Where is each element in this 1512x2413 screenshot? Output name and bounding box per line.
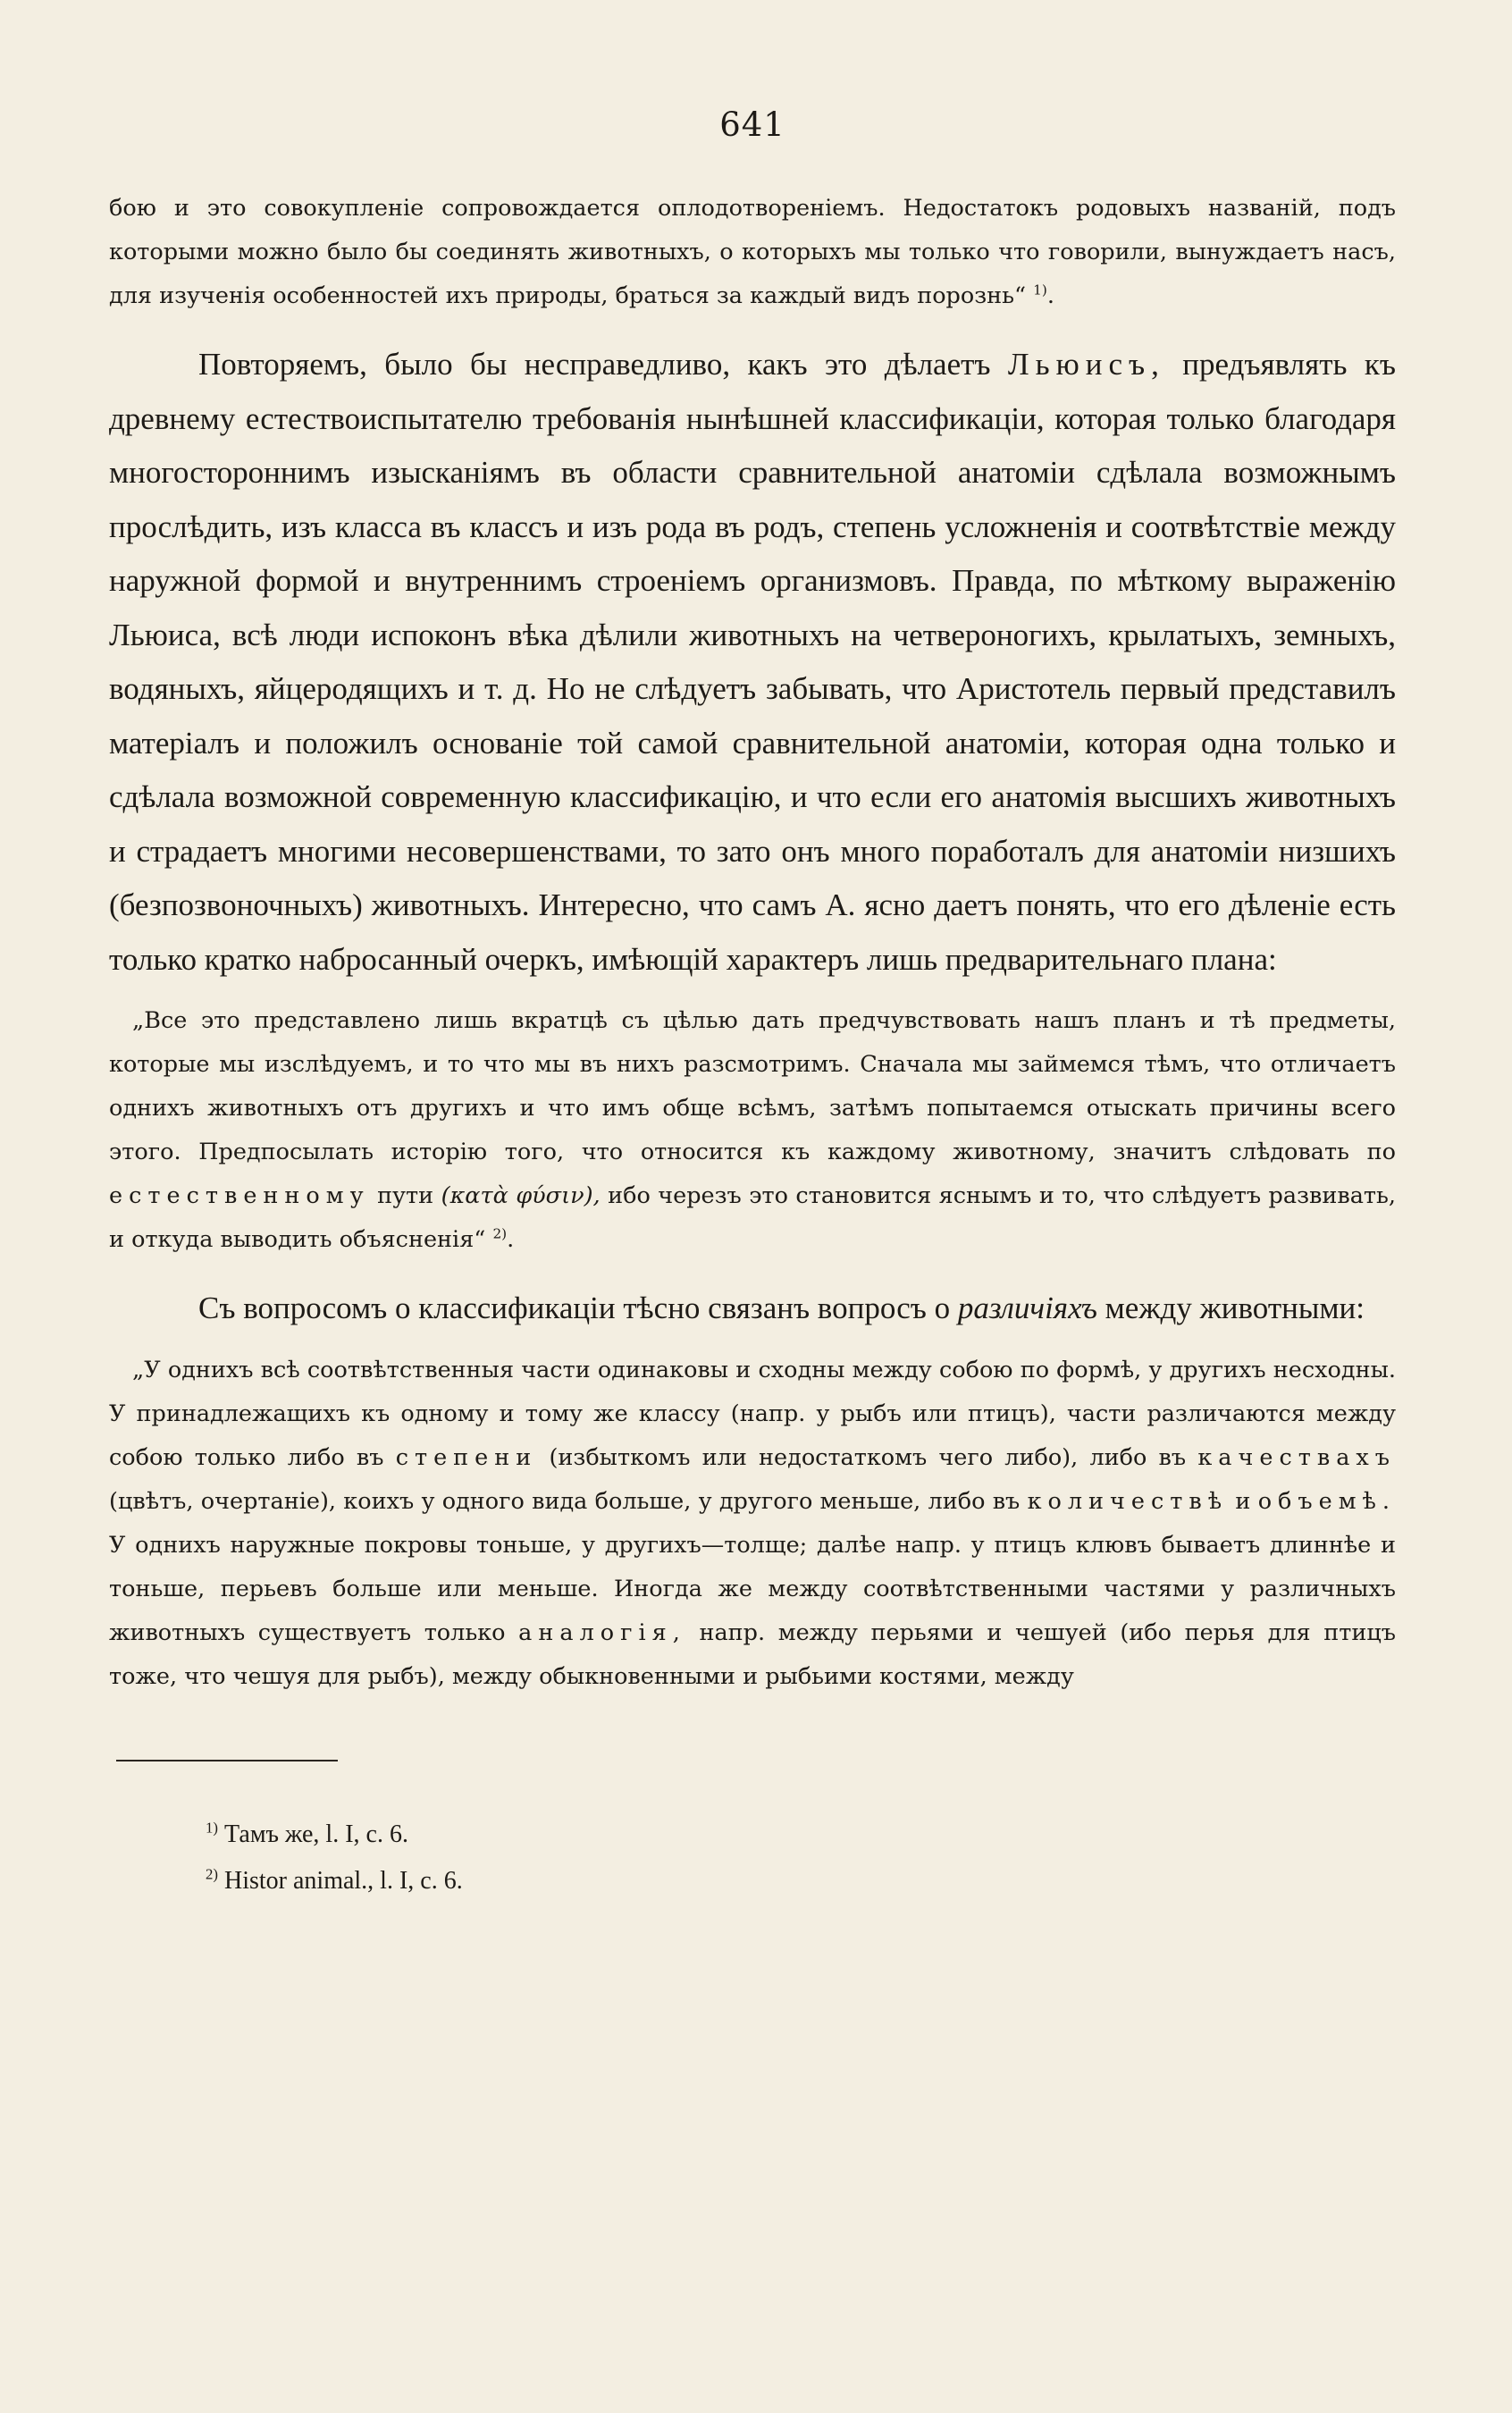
quote-text: пути: [377, 1182, 434, 1209]
spaced-word: аналогія,: [518, 1618, 686, 1646]
spaced-word: количествѣ: [1027, 1487, 1229, 1515]
footnote-text: Histor animal., l. I, c. 6.: [223, 1866, 463, 1895]
paragraph-text: Повторяемъ, было бы несправедливо, какъ это дѣлаетъ: [198, 347, 991, 382]
footnote-2: [206, 1858, 1396, 1904]
quote-text: и: [1235, 1487, 1251, 1515]
quote-text: „У однихъ всѣ соотвѣтственныя части одинаковы и сходны между собою по формѣ, у другихъ несходны. У принадлежащихъ къ одному и тому же классу (напр. у рыбъ или птицъ), части различаются между собою только либо въ: [109, 1356, 1396, 1471]
quote-text: ибо черезъ это становится яснымъ и то, что слѣдуетъ развивать, и откуда выводить объясненія“: [109, 1182, 1396, 1253]
paragraph-lewes: [109, 338, 1396, 987]
paragraph-text: Съ вопросомъ о классификаціи тѣсно связанъ вопросъ о: [198, 1291, 951, 1325]
italic-word: различіяхъ: [957, 1291, 1097, 1325]
footnote-mark: 1): [206, 1819, 218, 1837]
footnote-reference: 1): [1033, 282, 1047, 298]
footnote-text: Тамъ же, l. I, c. 6.: [223, 1820, 408, 1848]
page-number: 641: [719, 105, 785, 144]
spaced-word: качествахъ: [1197, 1443, 1397, 1471]
quote-text: (избыткомъ или недостаткомъ чего либо), либо въ: [549, 1443, 1187, 1471]
quotation-differences: [109, 1349, 1396, 1699]
spaced-word: естественному: [109, 1182, 370, 1209]
spaced-name: Льюисъ,: [1007, 347, 1165, 382]
quote-text: напр. между перьями и чешуей (ибо перья для птицъ тоже, что чешуя для рыбъ), между обыкновенными и рыбьими костями, между: [109, 1618, 1396, 1690]
quote-text: (цвѣтъ, очертаніе), коихъ у одного вида больше, у другого меньше, либо въ: [109, 1487, 1021, 1515]
spaced-word: степени: [395, 1443, 538, 1471]
paragraph-text: бою и это совокупленіе сопровождается оплодотвореніемъ. Недостатокъ родовыхъ названій, подъ которыми можно было бы соединять животныхъ, о которыхъ мы только что говорили, вынуждаетъ насъ, для изученія особенностей ихъ природы, браться за каждый видъ порознь“: [109, 195, 1396, 309]
quote-text: У однихъ наружные покровы тоньше, у другихъ—толще; далѣе напр. у птицъ клювъ бываетъ длиннѣе и тоньше, перьевъ больше или меньше. Иногда же между соотвѣтственными частями у различныхъ животныхъ существуетъ только: [109, 1531, 1396, 1646]
quotation-plan: „Все это представлено лишь вкратцѣ съ цѣлью дать предчувствовать нашъ планъ и тѣ предметы, которые мы изслѣдуемъ, и то что мы въ нихъ разсмотримъ. Сначала мы займемся тѣмъ, что отличаетъ однихъ животныхъ отъ другихъ и что имъ обще всѣмъ, затѣмъ попытаемся отыскать причины всего этого. Предпосылать исторію того, что относится къ каждому животному, значитъ слѣдовать по естественному пути (κατὰ φύσιν), ибо черезъ это становится яснымъ и то, что слѣдуетъ развивать, и откуда выводить объясненія“ $^{2)}$.: [109, 1007, 1396, 1253]
greek-phrase: (κατὰ φύσιν),: [441, 1182, 601, 1209]
footnote-mark: 2): [206, 1865, 218, 1883]
paragraph-text: предъявлять къ древнему естествоиспытателю требованія нынѣшней классификаціи, которая только благодаря многостороннимъ изысканіямъ въ области сравнительной анатоміи сдѣлала возможнымъ прослѣдить, изъ класса въ классъ и изъ рода въ родъ, степень усложненія и соотвѣтствіе между наружной формой и внутреннимъ строеніемъ организмовъ. Правда, по мѣткому выраженію Льюиса, всѣ люди испоконъ вѣка дѣлили животныхъ на четвероногихъ, крылатыхъ, земныхъ, водяныхъ, яйцеродящихъ и т. д. Но не слѣдуетъ забывать, что Аристотель первый представилъ матеріалъ и положилъ основаніе той самой сравнительной анатоміи, которая одна только и сдѣлала возможной современную классификацію, и что если его анатомія высшихъ животныхъ и страдаетъ многими несовершенствами, то зато онъ много поработалъ для анатоміи низшихъ (безпозвоночныхъ) животныхъ. Интересно, что самъ А. ясно даетъ понять, что его дѣленіе есть только кратко набросанный очеркъ, имѣющій характеръ лишь предварительнаго плана:: [109, 347, 1396, 977]
footnote-1: [206, 1812, 1396, 1858]
footnote-reference: 2): [492, 1225, 508, 1242]
footnote-divider: [116, 1760, 338, 1761]
quote-text: „Все это представлено лишь вкратцѣ съ цѣлью дать предчувствовать нашъ планъ и тѣ предметы, которые мы изслѣдуемъ, и то что мы въ нихъ разсмотримъ. Сначала мы займемся тѣмъ, что отличаетъ однихъ животныхъ отъ другихъ и что имъ обще всѣмъ, затѣмъ попытаемся отыскать причины всего этого. Предпосылать исторію того, что относится къ каждому животному, значитъ слѣдовать по: [109, 1007, 1396, 1165]
paragraph-differences: [109, 1282, 1396, 1336]
paragraph-continuation: бою и это совокупленіе сопровождается оплодотвореніемъ. Недостатокъ родовыхъ названій, подъ которыми можно было бы соединять животныхъ, о которыхъ мы только что говорили, вынуждаетъ насъ, для изученія особенностей ихъ природы, браться за каждый видъ порознь“ $^{1)}$.: [109, 195, 1396, 309]
spaced-word: объемѣ.: [1257, 1487, 1397, 1515]
paragraph-text: между животными:: [1105, 1291, 1365, 1325]
